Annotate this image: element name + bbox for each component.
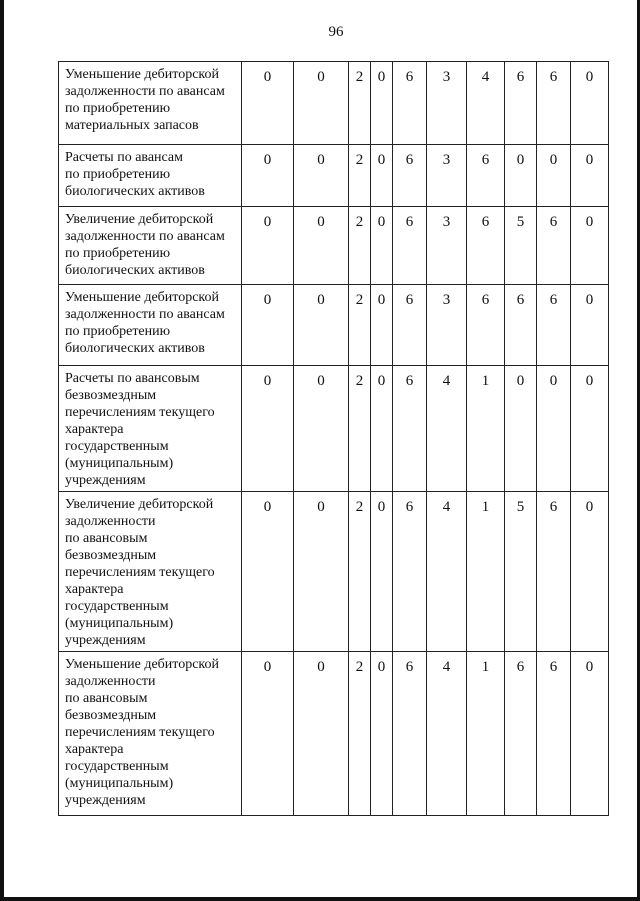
- code-digit-cell: 0: [571, 652, 609, 816]
- code-digit-cell: 2: [349, 207, 371, 285]
- code-digit-cell: 0: [242, 207, 294, 285]
- code-digit-cell: 6: [467, 145, 505, 207]
- code-digit-cell: 6: [537, 652, 571, 816]
- code-digit-cell: 6: [537, 285, 571, 366]
- code-digit-cell: 4: [427, 652, 467, 816]
- code-digit-cell: 0: [242, 285, 294, 366]
- code-digit-cell: 5: [505, 207, 537, 285]
- code-digit-cell: 0: [505, 366, 537, 492]
- scan-edge-bottom: [0, 897, 640, 901]
- code-digit-cell: 6: [467, 285, 505, 366]
- code-digit-cell: 6: [393, 145, 427, 207]
- code-digit-cell: 0: [294, 145, 349, 207]
- code-digit-cell: 3: [427, 285, 467, 366]
- code-digit-cell: 2: [349, 62, 371, 145]
- code-digit-cell: 0: [571, 207, 609, 285]
- code-digit-cell: 6: [393, 285, 427, 366]
- code-digit-cell: 0: [242, 145, 294, 207]
- code-digit-cell: 4: [467, 62, 505, 145]
- code-digit-cell: 0: [537, 145, 571, 207]
- code-digit-cell: 6: [505, 62, 537, 145]
- table-row: [59, 652, 609, 816]
- table-row: [59, 366, 609, 492]
- code-digit-cell: 0: [505, 145, 537, 207]
- row-name-cell: Расчеты по авансам по приобретению биологических активов: [59, 145, 242, 207]
- code-digit-cell: 0: [371, 145, 393, 207]
- table-row: [59, 285, 609, 366]
- code-digit-cell: 0: [242, 492, 294, 652]
- code-digit-cell: 0: [571, 366, 609, 492]
- code-digit-cell: 6: [393, 652, 427, 816]
- table-row: [59, 492, 609, 652]
- code-digit-cell: 0: [371, 207, 393, 285]
- code-digit-cell: 6: [393, 366, 427, 492]
- code-digit-cell: 3: [427, 62, 467, 145]
- code-digit-cell: 0: [242, 366, 294, 492]
- code-digit-cell: 0: [294, 285, 349, 366]
- code-digit-cell: 0: [371, 492, 393, 652]
- code-digit-cell: 4: [427, 366, 467, 492]
- code-digit-cell: 2: [349, 145, 371, 207]
- code-digit-cell: 1: [467, 366, 505, 492]
- page-number: 96: [328, 24, 344, 40]
- code-digit-cell: 6: [505, 652, 537, 816]
- code-digit-cell: 0: [294, 492, 349, 652]
- table-row: [59, 62, 609, 145]
- code-digit-cell: 3: [427, 207, 467, 285]
- row-name-cell: Расчеты по авансовым безвозмездным перечислениям текущего характера государственным (муниципальным) учреждениям: [59, 366, 242, 492]
- code-digit-cell: 0: [294, 366, 349, 492]
- code-digit-cell: 0: [371, 62, 393, 145]
- code-digit-cell: 2: [349, 652, 371, 816]
- code-digit-cell: 6: [467, 207, 505, 285]
- code-digit-cell: 0: [242, 62, 294, 145]
- account-code-table: [58, 61, 609, 816]
- code-digit-cell: 6: [537, 492, 571, 652]
- code-digit-cell: 2: [349, 366, 371, 492]
- code-digit-cell: 2: [349, 285, 371, 366]
- row-name-cell: Уменьшение дебиторской задолженности по авансам по приобретению биологических активов: [59, 285, 242, 366]
- code-digit-cell: 0: [294, 207, 349, 285]
- code-digit-cell: 0: [571, 285, 609, 366]
- code-digit-cell: 5: [505, 492, 537, 652]
- code-digit-cell: 1: [467, 652, 505, 816]
- code-digit-cell: 4: [427, 492, 467, 652]
- code-digit-cell: 6: [505, 285, 537, 366]
- row-name-cell: Уменьшение дебиторской задолженности по авансам по приобретению материальных запасов: [59, 62, 242, 145]
- code-digit-cell: 6: [393, 492, 427, 652]
- code-digit-cell: 0: [571, 492, 609, 652]
- code-digit-cell: 0: [242, 652, 294, 816]
- code-digit-cell: 0: [371, 652, 393, 816]
- code-digit-cell: 0: [537, 366, 571, 492]
- code-digit-cell: 0: [571, 62, 609, 145]
- scan-edge-left: [0, 0, 4, 901]
- code-digit-cell: 1: [467, 492, 505, 652]
- row-name-cell: Увеличение дебиторской задолженности по авансовым безвозмездным перечислениям текущего характера государственным (муниципальным) учреждениям: [59, 492, 242, 652]
- code-digit-cell: 6: [393, 207, 427, 285]
- code-digit-cell: 3: [427, 145, 467, 207]
- row-name-cell: Увеличение дебиторской задолженности по авансам по приобретению биологических активов: [59, 207, 242, 285]
- code-digit-cell: 0: [371, 285, 393, 366]
- code-digit-cell: 6: [537, 62, 571, 145]
- code-digit-cell: 2: [349, 492, 371, 652]
- code-digit-cell: 0: [294, 62, 349, 145]
- table-row: [59, 145, 609, 207]
- row-name-cell: Уменьшение дебиторской задолженности по авансовым безвозмездным перечислениям текущего характера государственным (муниципальным) учреждениям: [59, 652, 242, 816]
- code-digit-cell: 0: [294, 652, 349, 816]
- table-row: [59, 207, 609, 285]
- code-digit-cell: 6: [393, 62, 427, 145]
- code-digit-cell: 6: [537, 207, 571, 285]
- code-digit-cell: 0: [571, 145, 609, 207]
- code-digit-cell: 0: [371, 366, 393, 492]
